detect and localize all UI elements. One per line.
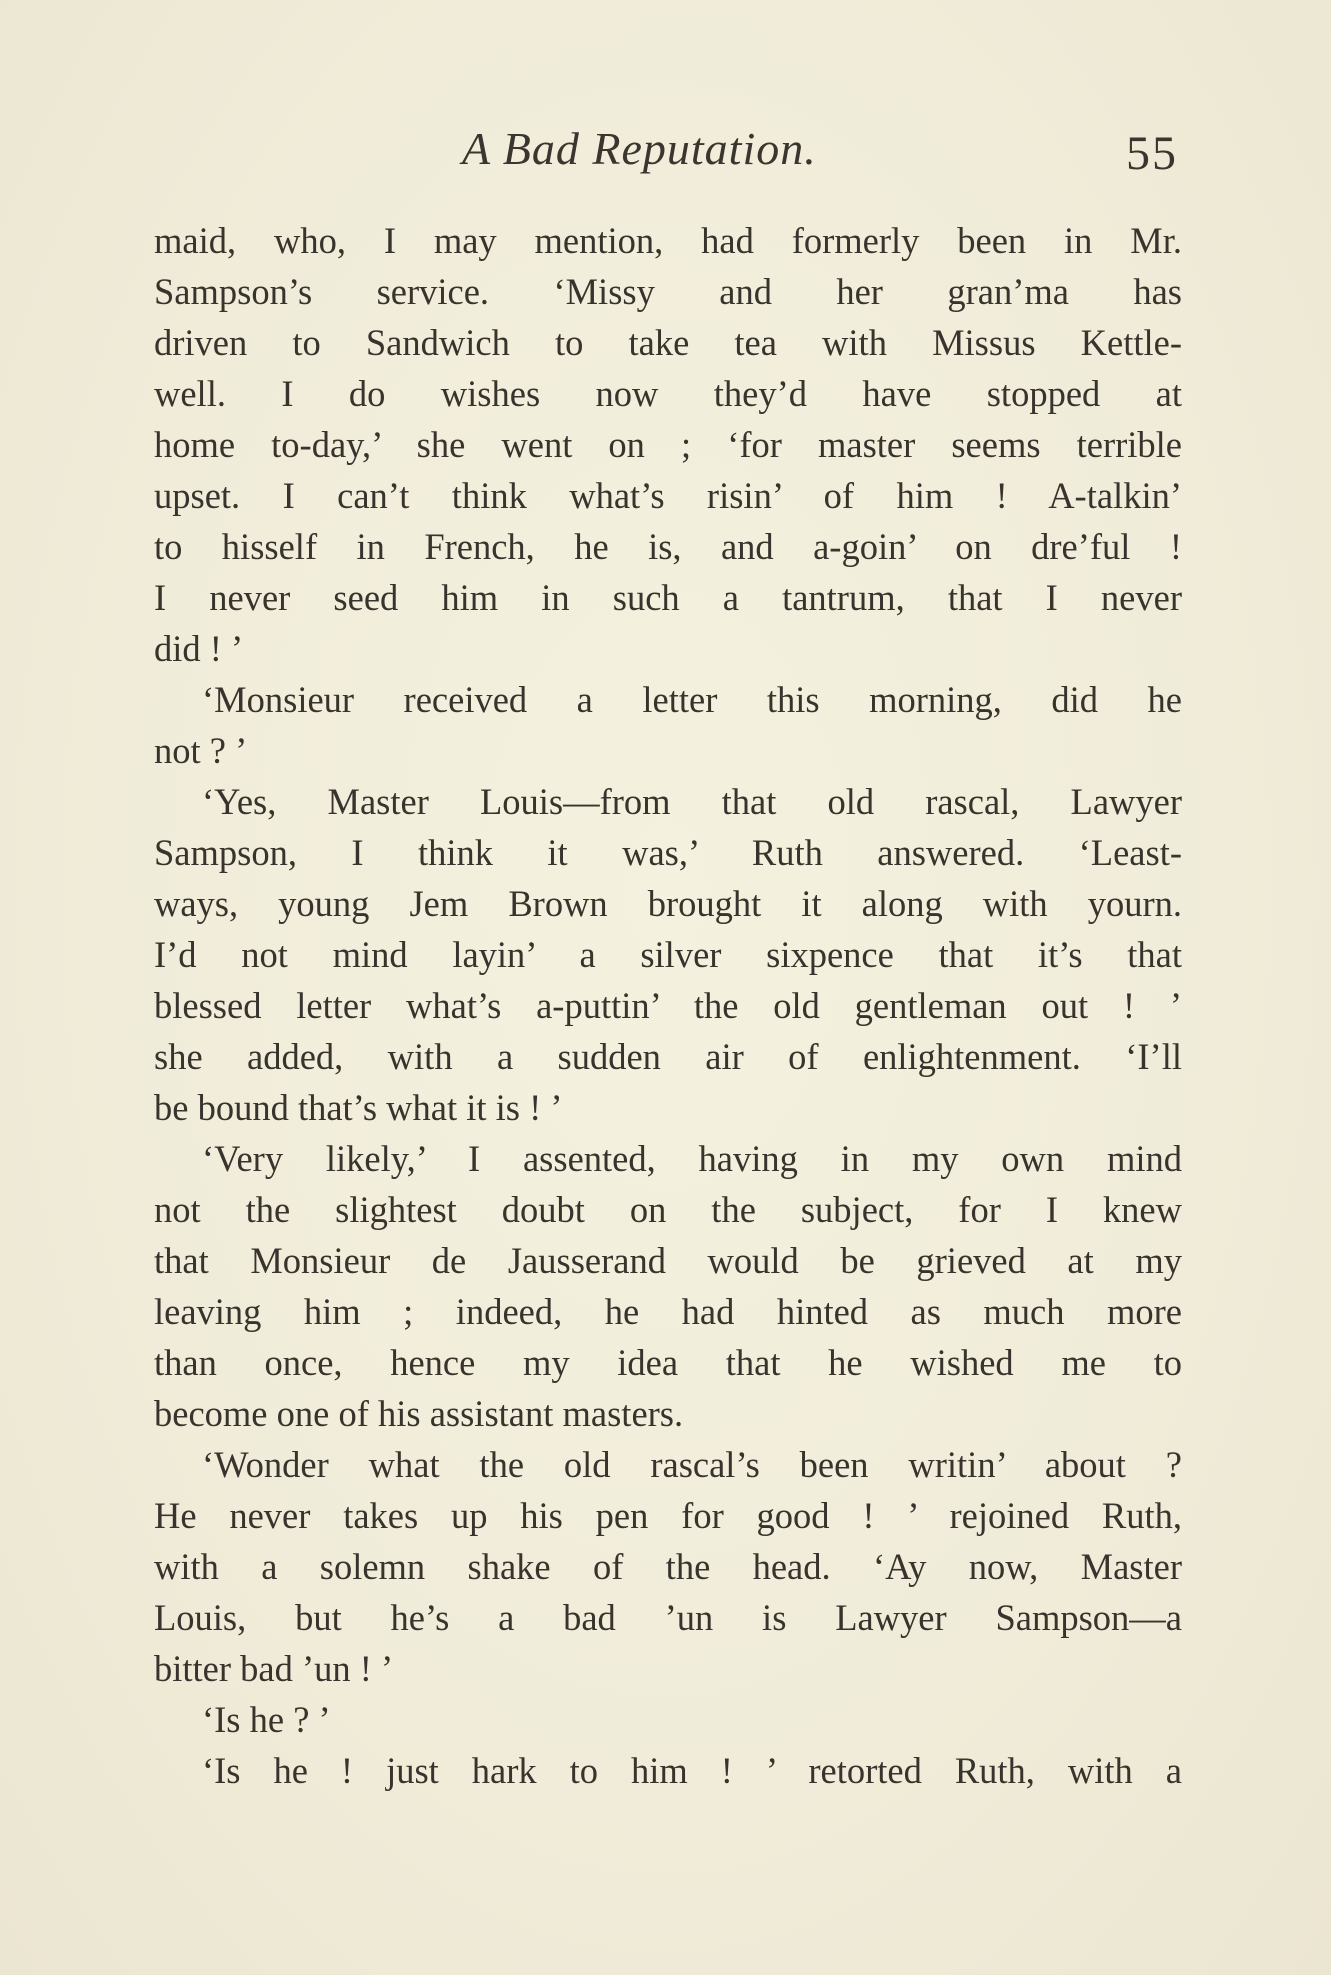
text-line: upset. I can’t think what’s risin’ of him ! A-talkin’: [154, 475, 1182, 516]
text-line: well. I do wishes now they’d have stopped at: [154, 373, 1182, 414]
text-line: be bound that’s what it is ! ’: [154, 1087, 563, 1128]
text-line: Sampson, I think it was,’ Ruth answered. ‘Least-: [154, 832, 1182, 873]
body-text: [154, 215, 1182, 1796]
text-line: ‘Is he ! just hark to him ! ’ retorted Ruth, with a: [202, 1750, 1182, 1791]
text-line: ‘Is he ? ’: [202, 1699, 331, 1740]
text-line: ‘Yes, Master Louis—from that old rascal, Lawyer: [202, 781, 1182, 822]
text-line: Sampson’s service. ‘Missy and her gran’ma has: [154, 271, 1182, 312]
running-title: A Bad Reputation.: [462, 123, 817, 174]
text-line: ways, young Jem Brown brought it along with yourn.: [154, 883, 1182, 924]
page-number: 55: [1126, 127, 1178, 180]
text-line: ‘Very likely,’ I assented, having in my own mind: [202, 1138, 1182, 1179]
text-line: become one of his assistant masters.: [154, 1393, 684, 1434]
text-line: He never takes up his pen for good ! ’ rejoined Ruth,: [154, 1495, 1182, 1536]
text-line: with a solemn shake of the head. ‘Ay now, Master: [154, 1546, 1182, 1587]
text-line: I’d not mind layin’ a silver sixpence that it’s that: [154, 934, 1182, 975]
text-line: that Monsieur de Jausserand would be grieved at my: [154, 1240, 1182, 1281]
text-line: blessed letter what’s a-puttin’ the old gentleman out ! ’: [154, 985, 1182, 1026]
text-line: ‘Monsieur received a letter this morning, did he: [202, 679, 1182, 720]
text-line: home to-day,’ she went on ; ‘for master seems terrible: [154, 424, 1182, 465]
text-line: maid, who, I may mention, had formerly been in Mr.: [154, 220, 1182, 261]
text-line: I never seed him in such a tantrum, that I never: [154, 577, 1182, 618]
text-line: Louis, but he’s a bad ’un is Lawyer Sampson—a: [154, 1597, 1182, 1638]
text-line: she added, with a sudden air of enlightenment. ‘I’ll: [154, 1036, 1182, 1077]
text-line: did ! ’: [154, 628, 244, 669]
text-line: to hisself in French, he is, and a-goin’ on dre’ful !: [154, 526, 1182, 567]
text-line: leaving him ; indeed, he had hinted as much more: [154, 1291, 1182, 1332]
text-line: ‘Wonder what the old rascal’s been writin’ about ?: [202, 1444, 1182, 1485]
running-head: [0, 122, 1331, 182]
text-line: not the slightest doubt on the subject, for I knew: [154, 1189, 1182, 1230]
text-line: bitter bad ’un ! ’: [154, 1648, 394, 1689]
text-line: than once, hence my idea that he wished me to: [154, 1342, 1182, 1383]
text-line: not ? ’: [154, 730, 248, 771]
text-line: driven to Sandwich to take tea with Missus Kettle-: [154, 322, 1182, 363]
